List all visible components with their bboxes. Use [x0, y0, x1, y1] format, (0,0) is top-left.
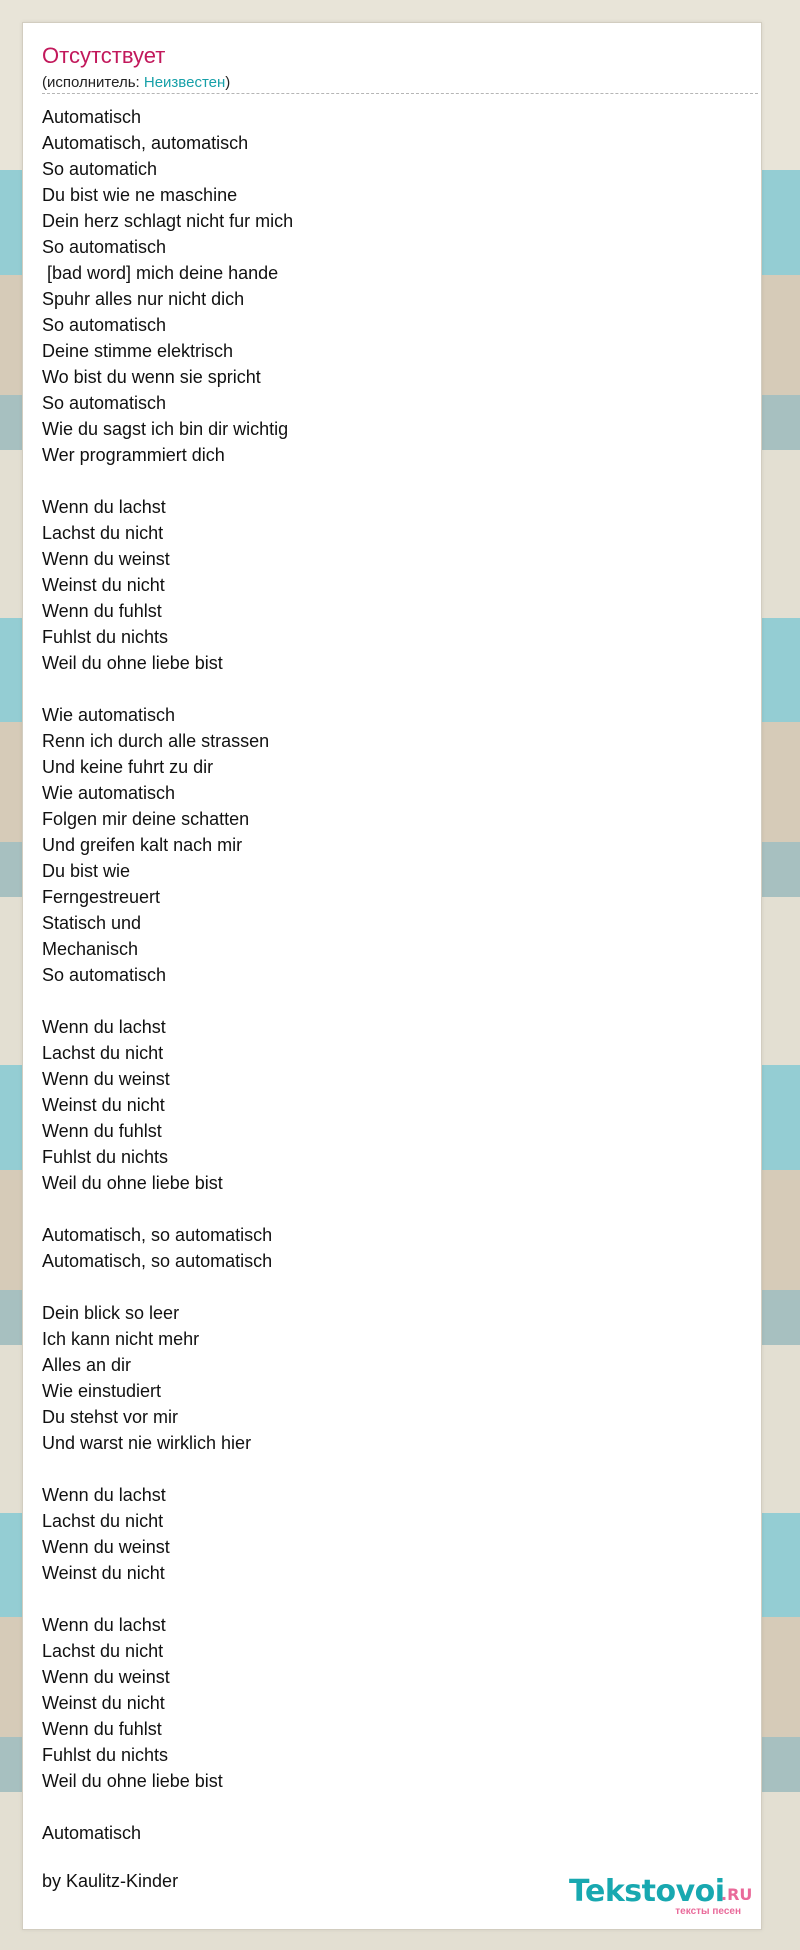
lyric-line: Weinst du nicht [42, 1563, 165, 1583]
lyric-line: Wie du sagst ich bin dir wichtig [42, 419, 289, 439]
lyric-line: Wenn du lachst [42, 1485, 166, 1505]
lyric-line: So automatisch [42, 237, 167, 257]
stanza-gap [42, 988, 742, 1014]
lyric-line: Weinst du nicht [42, 1693, 165, 1713]
lyric-line: Lachst du nicht [42, 1641, 164, 1661]
lyric-line: Du bist wie ne maschine [42, 185, 238, 205]
lyric-line: Und greifen kalt nach mir [42, 835, 243, 855]
lyric-line: Spuhr alles nur nicht dich [42, 289, 245, 309]
lyric-line: Wie automatisch [42, 705, 176, 725]
lyric-line: Automatisch, so automatisch [42, 1251, 273, 1271]
lyric-line: Fuhlst du nichts [42, 627, 169, 647]
artist-link[interactable]: Неизвестен [143, 74, 226, 91]
lyric-line: Folgen mir deine schatten [42, 809, 250, 829]
lyric-line: Automatisch [42, 107, 142, 127]
lyric-line: Mechanisch [42, 939, 139, 959]
lyric-line: Wenn du weinst [42, 549, 170, 569]
lyric-line: Alles an dir [42, 1355, 132, 1375]
stanza-gap [42, 1456, 742, 1482]
lyric-line: Weinst du nicht [42, 1095, 165, 1115]
lyric-line: Und keine fuhrt zu dir [42, 757, 214, 777]
lyric-line: Wenn du weinst [42, 1667, 170, 1687]
lyric-line: Wo bist du wenn sie spricht [42, 367, 261, 387]
lyric-line: Wenn du lachst [42, 497, 166, 517]
stanza-gap [42, 468, 742, 494]
lyric-line: Wie automatisch [42, 783, 176, 803]
lyric-line: Wenn du lachst [42, 1615, 166, 1635]
logo-tld: .RU [721, 1885, 753, 1904]
lyric-line: So automatisch [42, 393, 167, 413]
song-title: Отсутствует [42, 43, 166, 68]
lyric-line: [bad word] mich deine hande [42, 263, 279, 283]
site-logo[interactable] [569, 1874, 753, 1919]
lyric-line: Wenn du weinst [42, 1537, 170, 1557]
lyric-line: Statisch und [42, 913, 142, 933]
lyric-line: Wenn du fuhlst [42, 1719, 162, 1739]
stanza-gap [42, 676, 742, 702]
lyric-line: Wenn du fuhlst [42, 1121, 162, 1141]
lyric-line: Wenn du fuhlst [42, 601, 162, 621]
lyric-line: Du bist wie [42, 861, 131, 881]
title-divider [42, 93, 758, 94]
lyric-line: Und warst nie wirklich hier [42, 1433, 252, 1453]
lyric-line: Weil du ohne liebe bist [42, 1173, 223, 1193]
lyric-line: So automatich [42, 159, 158, 179]
lyric-line: Wie einstudiert [42, 1381, 162, 1401]
lyric-line: Lachst du nicht [42, 1043, 164, 1063]
lyric-line: Wer programmiert dich [42, 445, 225, 465]
page-card [22, 22, 762, 1930]
lyric-line: So automatisch [42, 965, 167, 985]
lyric-line: Du stehst vor mir [42, 1407, 179, 1427]
lyric-line: Dein blick so leer [42, 1303, 180, 1323]
artist-prefix: (исполнитель: [42, 74, 144, 91]
lyric-line: Wenn du lachst [42, 1017, 166, 1037]
logo-wordmark: Tekstovoi [569, 1874, 725, 1909]
artist-suffix: ) [225, 74, 231, 91]
stanza-gap [42, 1196, 742, 1222]
logo-tagline: тексты песен [675, 1906, 741, 1917]
lyric-line: Lachst du nicht [42, 1511, 164, 1531]
lyric-line: Weinst du nicht [42, 575, 165, 595]
lyric-line: Weil du ohne liebe bist [42, 1771, 223, 1791]
stanza-gap [42, 1274, 742, 1300]
lyric-line: Automatisch, automatisch [42, 133, 249, 153]
lyric-line: Dein herz schlagt nicht fur mich [42, 211, 294, 231]
lyric-line: Ich kann nicht mehr [42, 1329, 200, 1349]
lyrics-body [42, 104, 742, 1846]
stanza-gap [42, 1794, 742, 1820]
lyric-line: Automatisch, so automatisch [42, 1225, 273, 1245]
lyric-line: Ferngestreuert [42, 887, 161, 907]
lyric-line: Lachst du nicht [42, 523, 164, 543]
lyric-line: Fuhlst du nichts [42, 1745, 169, 1765]
lyric-line: Weil du ohne liebe bist [42, 653, 223, 673]
lyric-line: Wenn du weinst [42, 1069, 170, 1089]
stanza-gap [42, 1586, 742, 1612]
lyric-line: Automatisch [42, 1823, 142, 1843]
lyric-line: Fuhlst du nichts [42, 1147, 169, 1167]
lyric-line: Deine stimme elektrisch [42, 341, 234, 361]
lyrics-credit: by Kaulitz-Kinder [42, 1871, 179, 1891]
lyric-line: So automatisch [42, 315, 167, 335]
artist-line [42, 74, 230, 92]
lyric-line: Renn ich durch alle strassen [42, 731, 270, 751]
